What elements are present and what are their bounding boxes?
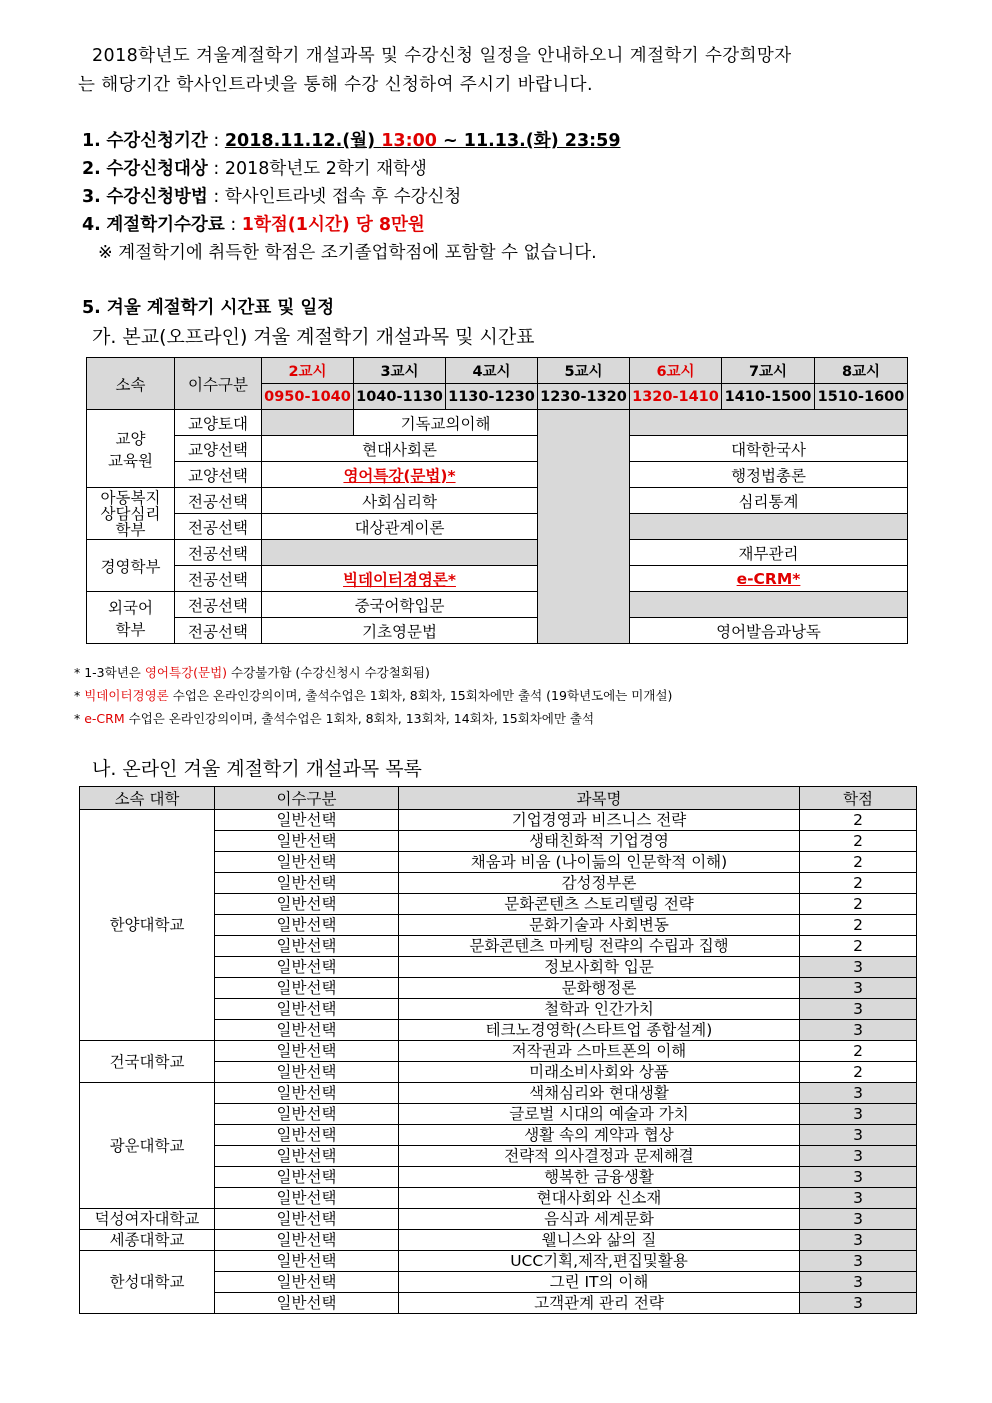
footnote-text: 수강불가함 (수강신청시 수강철회됨) (227, 665, 430, 680)
course-type: 일반선택 (215, 873, 399, 894)
footnote-text: * (74, 711, 85, 726)
course-type: 전공선택 (175, 592, 262, 618)
course-credit: 2 (800, 915, 917, 936)
course-name: 그린 IT의 이해 (399, 1272, 800, 1293)
course-name: 현대사회와 신소재 (399, 1188, 800, 1209)
table-row (80, 1083, 917, 1104)
period-start-date: 2018.11.12.(월) (224, 131, 382, 151)
lunch-break-column (538, 410, 630, 644)
period-header: 6교시 (630, 358, 722, 384)
item-number: 2. (82, 159, 101, 179)
period-time: 1040-1130 (354, 384, 446, 410)
period-header: 5교시 (538, 358, 630, 384)
course-type: 전공선택 (175, 566, 262, 592)
school-cell: 세종대학교 (80, 1230, 215, 1251)
period-time: 1510-1600 (815, 384, 908, 410)
footnote (74, 684, 672, 707)
course-type: 전공선택 (175, 540, 262, 566)
course-type: 전공선택 (175, 514, 262, 540)
course-type: 일반선택 (215, 1209, 399, 1230)
course-type: 일반선택 (215, 1293, 399, 1314)
course-type: 전공선택 (175, 488, 262, 514)
school-cell: 광운대학교 (80, 1083, 215, 1209)
course-type: 일반선택 (215, 852, 399, 873)
course-name: 감성정부론 (399, 873, 800, 894)
course-type: 일반선택 (215, 1041, 399, 1062)
school-cell: 건국대학교 (80, 1041, 215, 1083)
credit-note: ※ 계절학기에 취득한 학점은 조기졸업학점에 포함할 수 없습니다. (98, 243, 597, 263)
header-course: 과목명 (399, 787, 800, 810)
header-school: 소속 대학 (80, 787, 215, 810)
course-type: 전공선택 (175, 618, 262, 644)
dept-name-line: 교육원 (108, 451, 153, 470)
period-end: ~ 11.13.(화) 23:59 (436, 131, 621, 151)
footnote-highlight: 빅데이터경영론 (84, 688, 169, 703)
course-name: 전략적 의사결정과 문제해결 (399, 1146, 800, 1167)
item-fee (82, 211, 922, 239)
course-cell: 빅데이터경영론* (262, 566, 538, 592)
course-name: 기업경영과 비즈니스 전략 (399, 810, 800, 831)
course-cell: 영어특강(문법)* (262, 462, 538, 488)
course-cell: 대상관계이론 (262, 514, 538, 540)
course-name: 문화행정론 (399, 978, 800, 999)
section-5-heading: 5. 겨울 계절학기 시간표 및 일정 (82, 298, 335, 318)
course-credit: 3 (800, 1188, 917, 1209)
item-value: 2018학년도 2학기 재학생 (224, 159, 427, 179)
course-credit: 2 (800, 810, 917, 831)
course-credit: 3 (800, 1230, 917, 1251)
course-credit: 3 (800, 1209, 917, 1230)
course-cell: 행정법총론 (630, 462, 908, 488)
period-header: 8교시 (815, 358, 908, 384)
course-type: 일반선택 (215, 1062, 399, 1083)
period-header: 3교시 (354, 358, 446, 384)
course-name: 행복한 금융생활 (399, 1167, 800, 1188)
notice-items (82, 127, 922, 267)
course-cell: 대학한국사 (630, 436, 908, 462)
course-credit: 3 (800, 1125, 917, 1146)
dept-name-line: 학부 (115, 520, 146, 539)
course-credit: 2 (800, 831, 917, 852)
course-type: 교양선택 (175, 436, 262, 462)
course-type: 일반선택 (215, 1083, 399, 1104)
course-credit: 2 (800, 894, 917, 915)
course-type: 일반선택 (215, 1146, 399, 1167)
table-row (80, 810, 917, 831)
dept-name-line: 학부 (115, 620, 146, 639)
course-type: 일반선택 (215, 1251, 399, 1272)
course-type: 일반선택 (215, 1020, 399, 1041)
online-courses-table (79, 786, 917, 1314)
course-name: 채움과 비움 (나이듦의 인문학적 이해) (399, 852, 800, 873)
course-type: 일반선택 (215, 1188, 399, 1209)
course-cell: 사회심리학 (262, 488, 538, 514)
course-name: 테크노경영학(스타트업 종합설계) (399, 1020, 800, 1041)
table-row (80, 1209, 917, 1230)
course-name: 글로벌 시대의 예술과 가치 (399, 1104, 800, 1125)
offline-timetable (86, 357, 908, 644)
period-time: 1410-1500 (722, 384, 815, 410)
intro-line-1: 2018학년도 겨울계절학기 개설과목 및 수강신청 일정을 안내하오니 계절학기 수강희망자 (92, 46, 792, 66)
period-header: 2교시 (262, 358, 354, 384)
header-type: 이수구분 (215, 787, 399, 810)
period-time: 0950-1040 (262, 384, 354, 410)
course-name: 생태친화적 기업경영 (399, 831, 800, 852)
course-cell: 현대사회론 (262, 436, 538, 462)
item-label: 수강신청기간 (106, 131, 208, 151)
table-row (80, 1230, 917, 1251)
course-name: 문화콘텐츠 스토리텔링 전략 (399, 894, 800, 915)
course-credit: 2 (800, 1041, 917, 1062)
fee-value: 1학점(1시간) 당 8만원 (241, 215, 425, 235)
table-row (80, 1251, 917, 1272)
period-time: 1230-1320 (538, 384, 630, 410)
course-type: 일반선택 (215, 1230, 399, 1251)
empty-slot (262, 410, 354, 436)
footnote-highlight: 영어특강(문법) (144, 665, 228, 680)
course-cell: 기초영문법 (262, 618, 538, 644)
offline-timetable-heading: 가. 본교(오프라인) 겨울 계절학기 개설과목 및 시간표 (92, 326, 535, 348)
course-name: 음식과 세계문화 (399, 1209, 800, 1230)
course-name: 정보사회학 입문 (399, 957, 800, 978)
course-name: 저작권과 스마트폰의 이해 (399, 1041, 800, 1062)
course-credit: 2 (800, 852, 917, 873)
course-type: 일반선택 (215, 957, 399, 978)
course-type: 일반선택 (215, 1125, 399, 1146)
footnote-text: * (74, 688, 85, 703)
dept-name-line: 상담심리 (100, 504, 161, 523)
empty-slot (630, 592, 908, 618)
school-cell: 한성대학교 (80, 1251, 215, 1314)
item-target (82, 155, 922, 183)
course-credit: 3 (800, 999, 917, 1020)
footnotes (74, 661, 672, 730)
dept-cell: 경영학부 (87, 540, 175, 592)
intro-paragraph (78, 42, 918, 100)
item-separator: : (207, 131, 225, 151)
course-credit: 3 (800, 1272, 917, 1293)
item-separator: : (207, 159, 225, 179)
empty-slot (630, 410, 908, 436)
course-name: 고객관계 관리 전략 (399, 1293, 800, 1314)
footnote-text: * 1-3학년은 (74, 665, 145, 680)
course-credit: 3 (800, 957, 917, 978)
course-credit: 3 (800, 1020, 917, 1041)
course-name: 문화기술과 사회변동 (399, 915, 800, 936)
course-name: 생활 속의 계약과 협상 (399, 1125, 800, 1146)
item-number: 3. (82, 187, 101, 207)
course-credit: 3 (800, 1167, 917, 1188)
dept-name-line: 아동복지 (100, 488, 161, 507)
dept-cell (87, 410, 175, 488)
course-cell: 기독교의이해 (354, 410, 538, 436)
course-credit: 3 (800, 1104, 917, 1125)
period-value (225, 131, 621, 151)
course-type: 일반선택 (215, 894, 399, 915)
item-separator: : (224, 215, 242, 235)
table-row (80, 1041, 917, 1062)
course-name: 미래소비사회와 상품 (399, 1062, 800, 1083)
course-type: 일반선택 (215, 999, 399, 1020)
course-credit: 3 (800, 1146, 917, 1167)
timetable-header-dept: 소속 (87, 358, 175, 410)
footnote (74, 661, 672, 684)
intro-line-2: 는 해당기간 학사인트라넷을 통해 수강 신청하여 주시기 바랍니다. (78, 75, 593, 95)
course-type: 교양선택 (175, 462, 262, 488)
footnote-highlight: e-CRM (84, 711, 125, 726)
dept-cell (87, 488, 175, 540)
item-label: 수강신청방법 (106, 187, 208, 207)
empty-slot (262, 540, 538, 566)
dept-cell (87, 592, 175, 644)
course-type: 일반선택 (215, 978, 399, 999)
period-start-time: 13:00 (381, 131, 437, 151)
course-type: 일반선택 (215, 810, 399, 831)
course-credit: 3 (800, 1293, 917, 1314)
course-credit: 2 (800, 1062, 917, 1083)
course-credit: 2 (800, 936, 917, 957)
course-cell: 재무관리 (630, 540, 908, 566)
course-type: 일반선택 (215, 1272, 399, 1293)
course-type: 일반선택 (215, 1104, 399, 1125)
item-method (82, 183, 922, 211)
course-name: 철학과 인간가치 (399, 999, 800, 1020)
course-credit: 3 (800, 1083, 917, 1104)
timetable-header-type: 이수구분 (175, 358, 262, 410)
course-type: 일반선택 (215, 936, 399, 957)
period-time: 1130-1230 (446, 384, 538, 410)
period-header: 4교시 (446, 358, 538, 384)
footnote-text: 수업은 온라인강의이며, 출석수업은 1회차, 8회차, 15회차에만 출석 (19학년도에는 미개설) (168, 688, 673, 703)
item-number: 4. (82, 215, 101, 235)
period-header: 7교시 (722, 358, 815, 384)
header-credit: 학점 (800, 787, 917, 810)
course-type: 교양토대 (175, 410, 262, 436)
course-cell: 중국어학입문 (262, 592, 538, 618)
online-courses-heading: 나. 온라인 겨울 계절학기 개설과목 목록 (92, 758, 422, 780)
item-label: 계절학기수강료 (106, 215, 225, 235)
course-cell: 심리통계 (630, 488, 908, 514)
course-type: 일반선택 (215, 1167, 399, 1188)
school-cell: 덕성여자대학교 (80, 1209, 215, 1230)
course-name: 색채심리와 현대생활 (399, 1083, 800, 1104)
footnote (74, 707, 672, 730)
course-cell: e-CRM* (630, 566, 908, 592)
course-credit: 3 (800, 1251, 917, 1272)
course-cell: 영어발음과낭독 (630, 618, 908, 644)
empty-slot (630, 514, 908, 540)
item-label: 수강신청대상 (106, 159, 208, 179)
item-period (82, 127, 922, 155)
footnote-text: 수업은 온라인강의이며, 출석수업은 1회차, 8회차, 13회차, 14회차, 15회차에만 출석 (124, 711, 595, 726)
course-type: 일반선택 (215, 831, 399, 852)
item-separator: : (207, 187, 225, 207)
period-time: 1320-1410 (630, 384, 722, 410)
course-name: UCC기획,제작,편집및활용 (399, 1251, 800, 1272)
course-name: 웰니스와 삶의 질 (399, 1230, 800, 1251)
dept-name-line: 외국어 (108, 598, 153, 617)
course-name: 문화콘텐츠 마케팅 전략의 수립과 집행 (399, 936, 800, 957)
item-value: 학사인트라넷 접속 후 수강신청 (224, 187, 462, 207)
course-credit: 3 (800, 978, 917, 999)
course-credit: 2 (800, 873, 917, 894)
course-type: 일반선택 (215, 915, 399, 936)
school-cell: 한양대학교 (80, 810, 215, 1041)
dept-name-line: 교양 (115, 429, 146, 448)
item-number: 1. (82, 131, 101, 151)
